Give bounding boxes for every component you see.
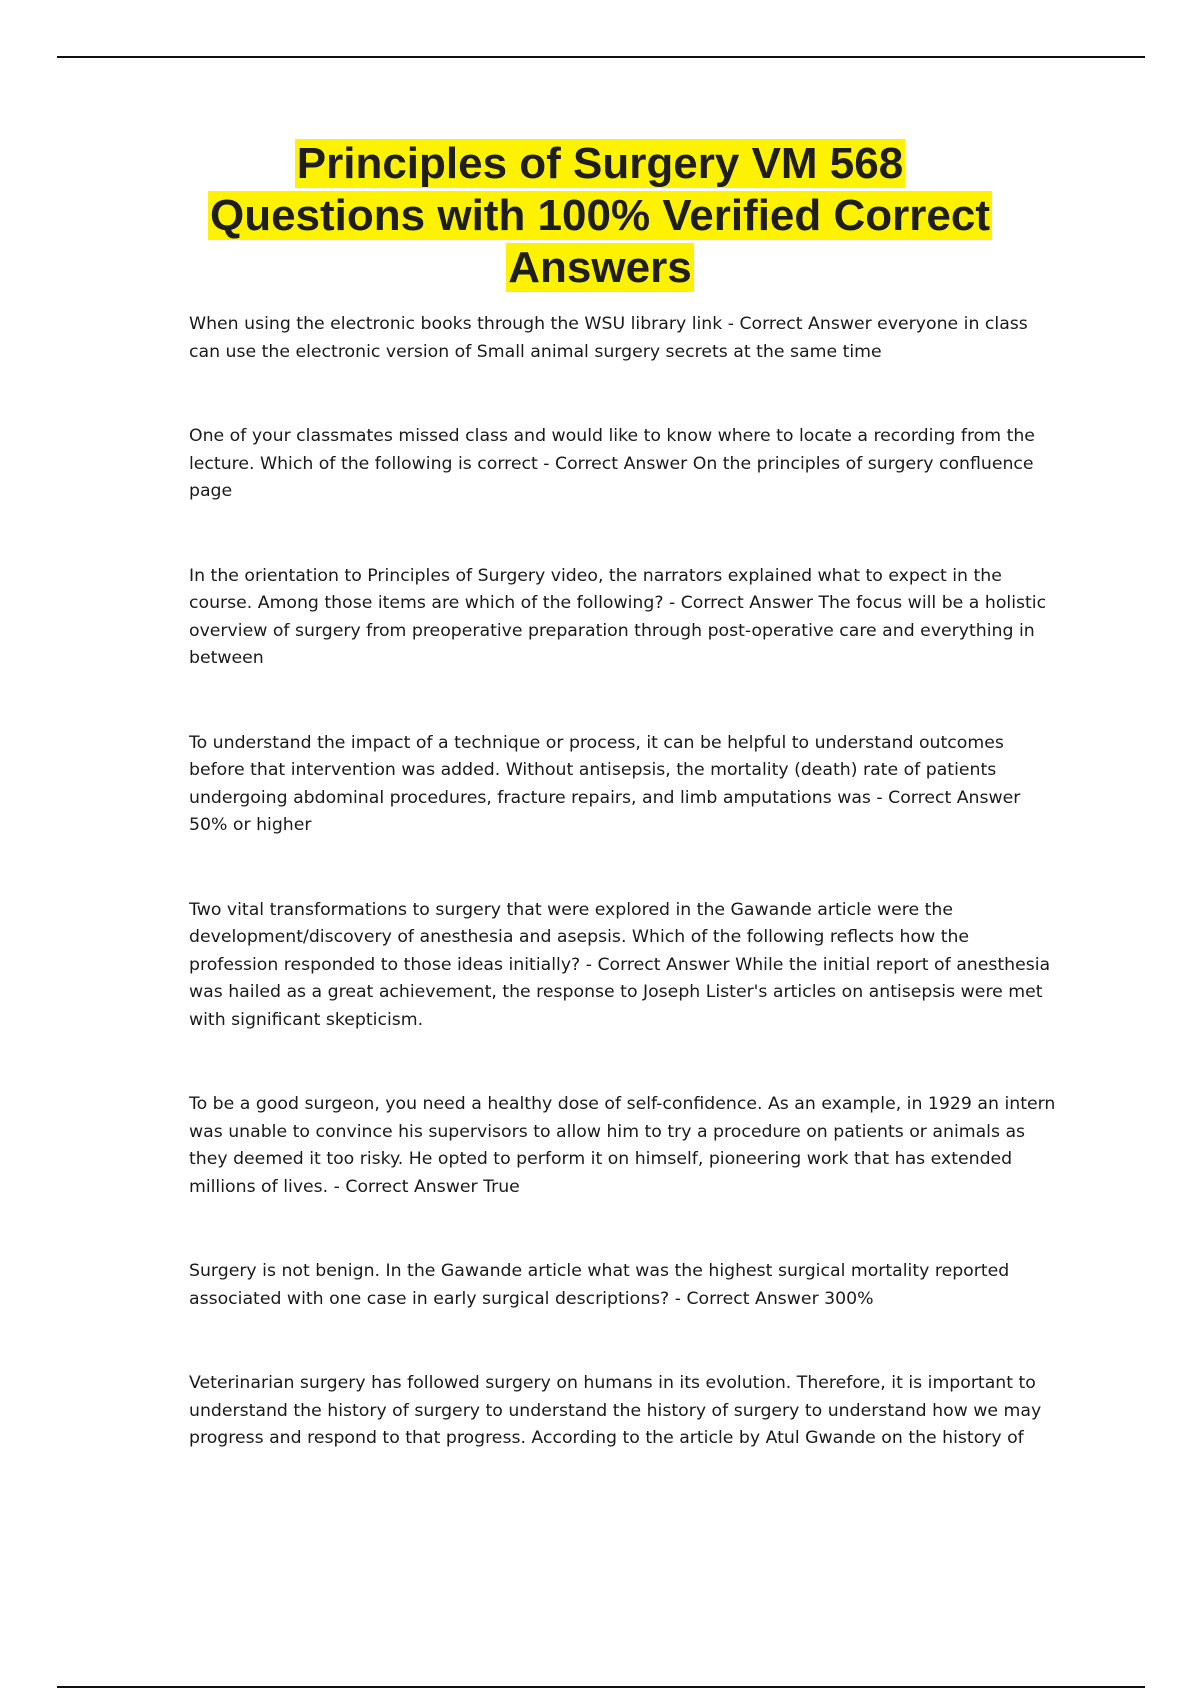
qa-item-3: In the orientation to Principles of Surgery video, the narrators explained what to expect in the course. Among those items are which of the following? - Correct Answer The focus will be a holistic overview of surgery from preoperative preparation through post-operative care and everything in between	[189, 565, 1047, 669]
bottom-rule	[57, 1686, 1145, 1688]
qa-item-4: To understand the impact of a technique or process, it can be helpful to understand outcomes before that intervention was added. Without antisepsis, the mortality (death) rate of patients undergoing abdominal procedures, fracture repairs, and limb amputations was - Correct Answer 50% or higher	[189, 732, 1021, 836]
top-rule	[57, 56, 1145, 58]
qa-item-6: To be a good surgeon, you need a healthy dose of self-confidence. As an example, in 1929 an intern was unable to convince his supervisors to allow him to try a procedure on patients or animals as they deemed it too risky. He opted to perform it on himself, pioneering work that has extended millions of lives. - Correct Answer True	[189, 1094, 1056, 1197]
document-title	[150, 138, 1050, 294]
qa-item-5: Two vital transformations to surgery that were explored in the Gawande article were the development/discovery of anesthesia and asepsis. Which of the following reflects how the profession responded to those ideas initially? - Correct Answer While the initial report of anesthesia was hailed as a great achievement, the response to Joseph Lister's articles on antisepsis were met with significant skepticism.	[189, 899, 1051, 1030]
title-line-1: Principles of Surgery VM 568	[296, 139, 904, 188]
qa-item-8: Veterinarian surgery has followed surgery on humans in its evolution. Therefore, it is important to understand the history of surgery to understand the history of surgery to understand how we may progress and respond to that progress. According to the article by Atul Gwande on the history of	[189, 1373, 1042, 1449]
qa-item-1: When using the electronic books through the WSU library link - Correct Answer everyone in class can use the electronic version of Small animal surgery secrets at the same time	[189, 314, 1028, 362]
qa-item-7: Surgery is not benign. In the Gawande article what was the highest surgical mortality reported associated with one case in early surgical descriptions? - Correct Answer 300%	[189, 1261, 1010, 1309]
qa-item-2: One of your classmates missed class and would like to know where to locate a recording from the lecture. Which of the following is correct - Correct Answer On the principles of surgery confluence page	[189, 426, 1035, 502]
title-line-2: Questions with 100% Verified Correct	[209, 191, 990, 240]
qa-list	[189, 294, 1059, 1470]
title-line-3: Answers	[508, 243, 692, 292]
